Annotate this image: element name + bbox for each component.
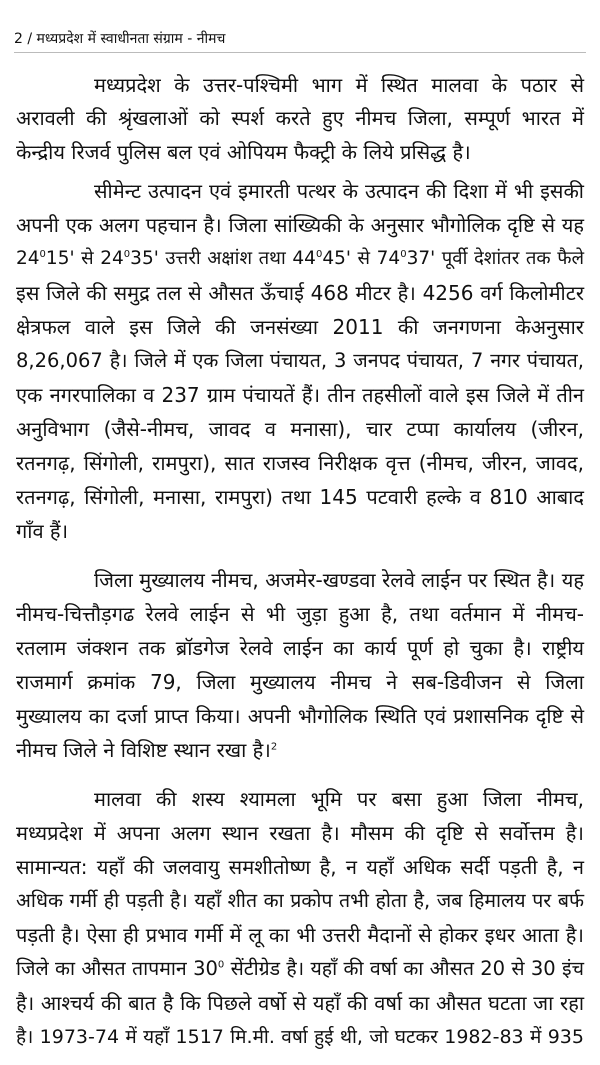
paragraph-2-line-8: अनुविभाग (जैसे-नीमच, जावद व मनासा), चार टप्पा कार्यालय (जीरन, (16, 417, 584, 441)
coord-lat-start-deg: 24 (16, 248, 40, 269)
running-head-text: 2 / मध्यप्रदेश में स्वाधीनता संग्राम - नीमच (14, 31, 226, 47)
paragraph-2-line-5: क्षेत्रफल वाले इस जिले की जनसंख्या 2011 की जनगणना केअनुसार (16, 315, 584, 339)
coord-long-end: 37' पूर्वी देशांतर तक फैले (406, 248, 585, 269)
paragraph-4-line-2: मध्यप्रदेश में अपना अलग स्थान रखता है। मौसम की दृष्टि से सर्वोत्तम है। (16, 821, 584, 845)
header-rule (14, 52, 586, 53)
paragraph-3-line-2: नीमच-चित्तौड़गढ रेलवे लाईन से भी जुड़ा हुआ है, तथा वर्तमान में नीमच- (16, 602, 584, 626)
degree-symbol: 0 (123, 248, 131, 260)
paragraph-4-line-6 (16, 954, 584, 986)
footnote-reference: 2 (270, 741, 278, 753)
paragraph-4-line-7: है। आश्चर्य की बात है कि पिछले वर्षो से यहाँ की वर्षा का औसत घटता जा रहा (16, 991, 584, 1015)
paragraph-2-line-2: अपनी एक अलग पहचान है। जिला सांख्यिकी के अनुसार भौगोलिक दृष्टि से यह (16, 213, 584, 237)
paragraph-3-line-6-text: नीमच जिले ने विशिष्ट स्थान रखा है। (16, 738, 271, 762)
paragraph-2-line-6: 8,26,067 है। जिले में एक जिला पंचायत, 3 जनपद पंचायत, 7 नगर पंचायत, (16, 349, 584, 372)
paragraph-2-line-4: इस जिले की समुद्र तल से औसत ऊँचाई 468 मीटर है। 4256 वर्ग किलोमीटर (16, 281, 584, 305)
degree-symbol: 0 (315, 248, 323, 260)
paragraph-2-line-1: सीमेन्ट उत्पादन एवं इमारती पत्थर के उत्पादन की दिशा में भी इसकी (94, 179, 584, 203)
paragraph-1-line-1: मध्यप्रदेश के उत्तर-पश्चिमी भाग में स्थित मालवा के पठार से (94, 73, 584, 97)
coord-long-start: 45' से 74 (322, 248, 401, 269)
rainfall-text: सेंटीग्रेड है। यहाँ की वर्षा का औसत 20 से 30 इंच (224, 957, 584, 980)
paragraph-3-line-6 (16, 735, 584, 767)
degree-symbol: 0 (39, 248, 46, 260)
paragraph-4-line-3: सामान्यत: यहाँ की जलवायु समशीतोष्ण है, न यहाँ अधिक सर्दी पड़ती है, न (16, 855, 584, 879)
paragraph-4-line-4: अधिक गर्मी ही पड़ती है। यहाँ शीत का प्रकोप तभी होता है, जब हिमालय पर बर्फ (16, 889, 584, 912)
paragraph-2-line-3 (16, 244, 584, 276)
paragraph-2-line-7: एक नगरपालिका व 237 ग्राम पंचायतें हैं। तीन तहसीलों वाले इस जिले में तीन (16, 383, 584, 407)
paragraph-4-line-8: है। 1973-74 में यहाँ 1517 मि.मी. वर्षा हुई थी, जो घटकर 1982-83 में 935 (16, 1026, 584, 1048)
coord-lat-end: 35' उत्तरी अक्षांश तथा 44 (130, 248, 316, 269)
degree-symbol: 0 (400, 248, 407, 260)
running-header (14, 30, 225, 48)
paragraph-2-line-10: रतनगढ़, सिंगोली, मनासा, रामपुरा) तथा 145 पटवारी हल्के व 810 आबाद (16, 485, 584, 509)
paragraph-1-line-3: केन्द्रीय रिजर्व पुलिस बल एवं ओपियम फैक्ट्री के लिये प्रसिद्ध है। (16, 140, 471, 164)
paragraph-3-line-1: जिला मुख्यालय नीमच, अजमेर-खण्डवा रेलवे लाईन पर स्थित है। यह (94, 568, 584, 592)
paragraph-4-line-1: मालवा की शस्य श्यामला भूमि पर बसा हुआ जिला नीमच, (94, 787, 584, 811)
temperature-text: जिले का औसत तापमान 30 (16, 957, 218, 980)
coord-lat-start-min: 15' से 24 (45, 248, 124, 269)
paragraph-2-line-9: रतनगढ़, सिंगोली, रामपुरा), सात राजस्व निरीक्षक वृत्त (नीमच, जीरन, जावद, (16, 451, 584, 475)
paragraph-3-line-4: राजमार्ग क्रमांक 79, जिला मुख्यालय नीमच ने सब-डिवीजन से जिला (16, 670, 584, 694)
paragraph-2-line-11: गाँव हैं। (16, 519, 69, 543)
paragraph-3-line-5: मुख्यालय का दर्जा प्राप्त किया। अपनी भौगोलिक स्थिति एवं प्रशासनिक दृष्टि से (16, 704, 584, 728)
paragraph-3-line-3: रतलाम जंक्शन तक ब्रॉडगेज रेलवे लाईन का कार्य पूर्ण हो चुका है। राष्ट्रीय (16, 636, 584, 660)
paragraph-4-line-5: पड़ती है। ऐसा ही प्रभाव गर्मी में लू का भी उत्तरी मैदानों से होकर इधर आता है। (16, 923, 584, 947)
degree-symbol: 0 (217, 959, 225, 971)
paragraph-1-line-2: अरावली की श्रृंखलाओं को स्पर्श करते हुए नीमच जिला, सम्पूर्ण भारत में (16, 106, 584, 130)
